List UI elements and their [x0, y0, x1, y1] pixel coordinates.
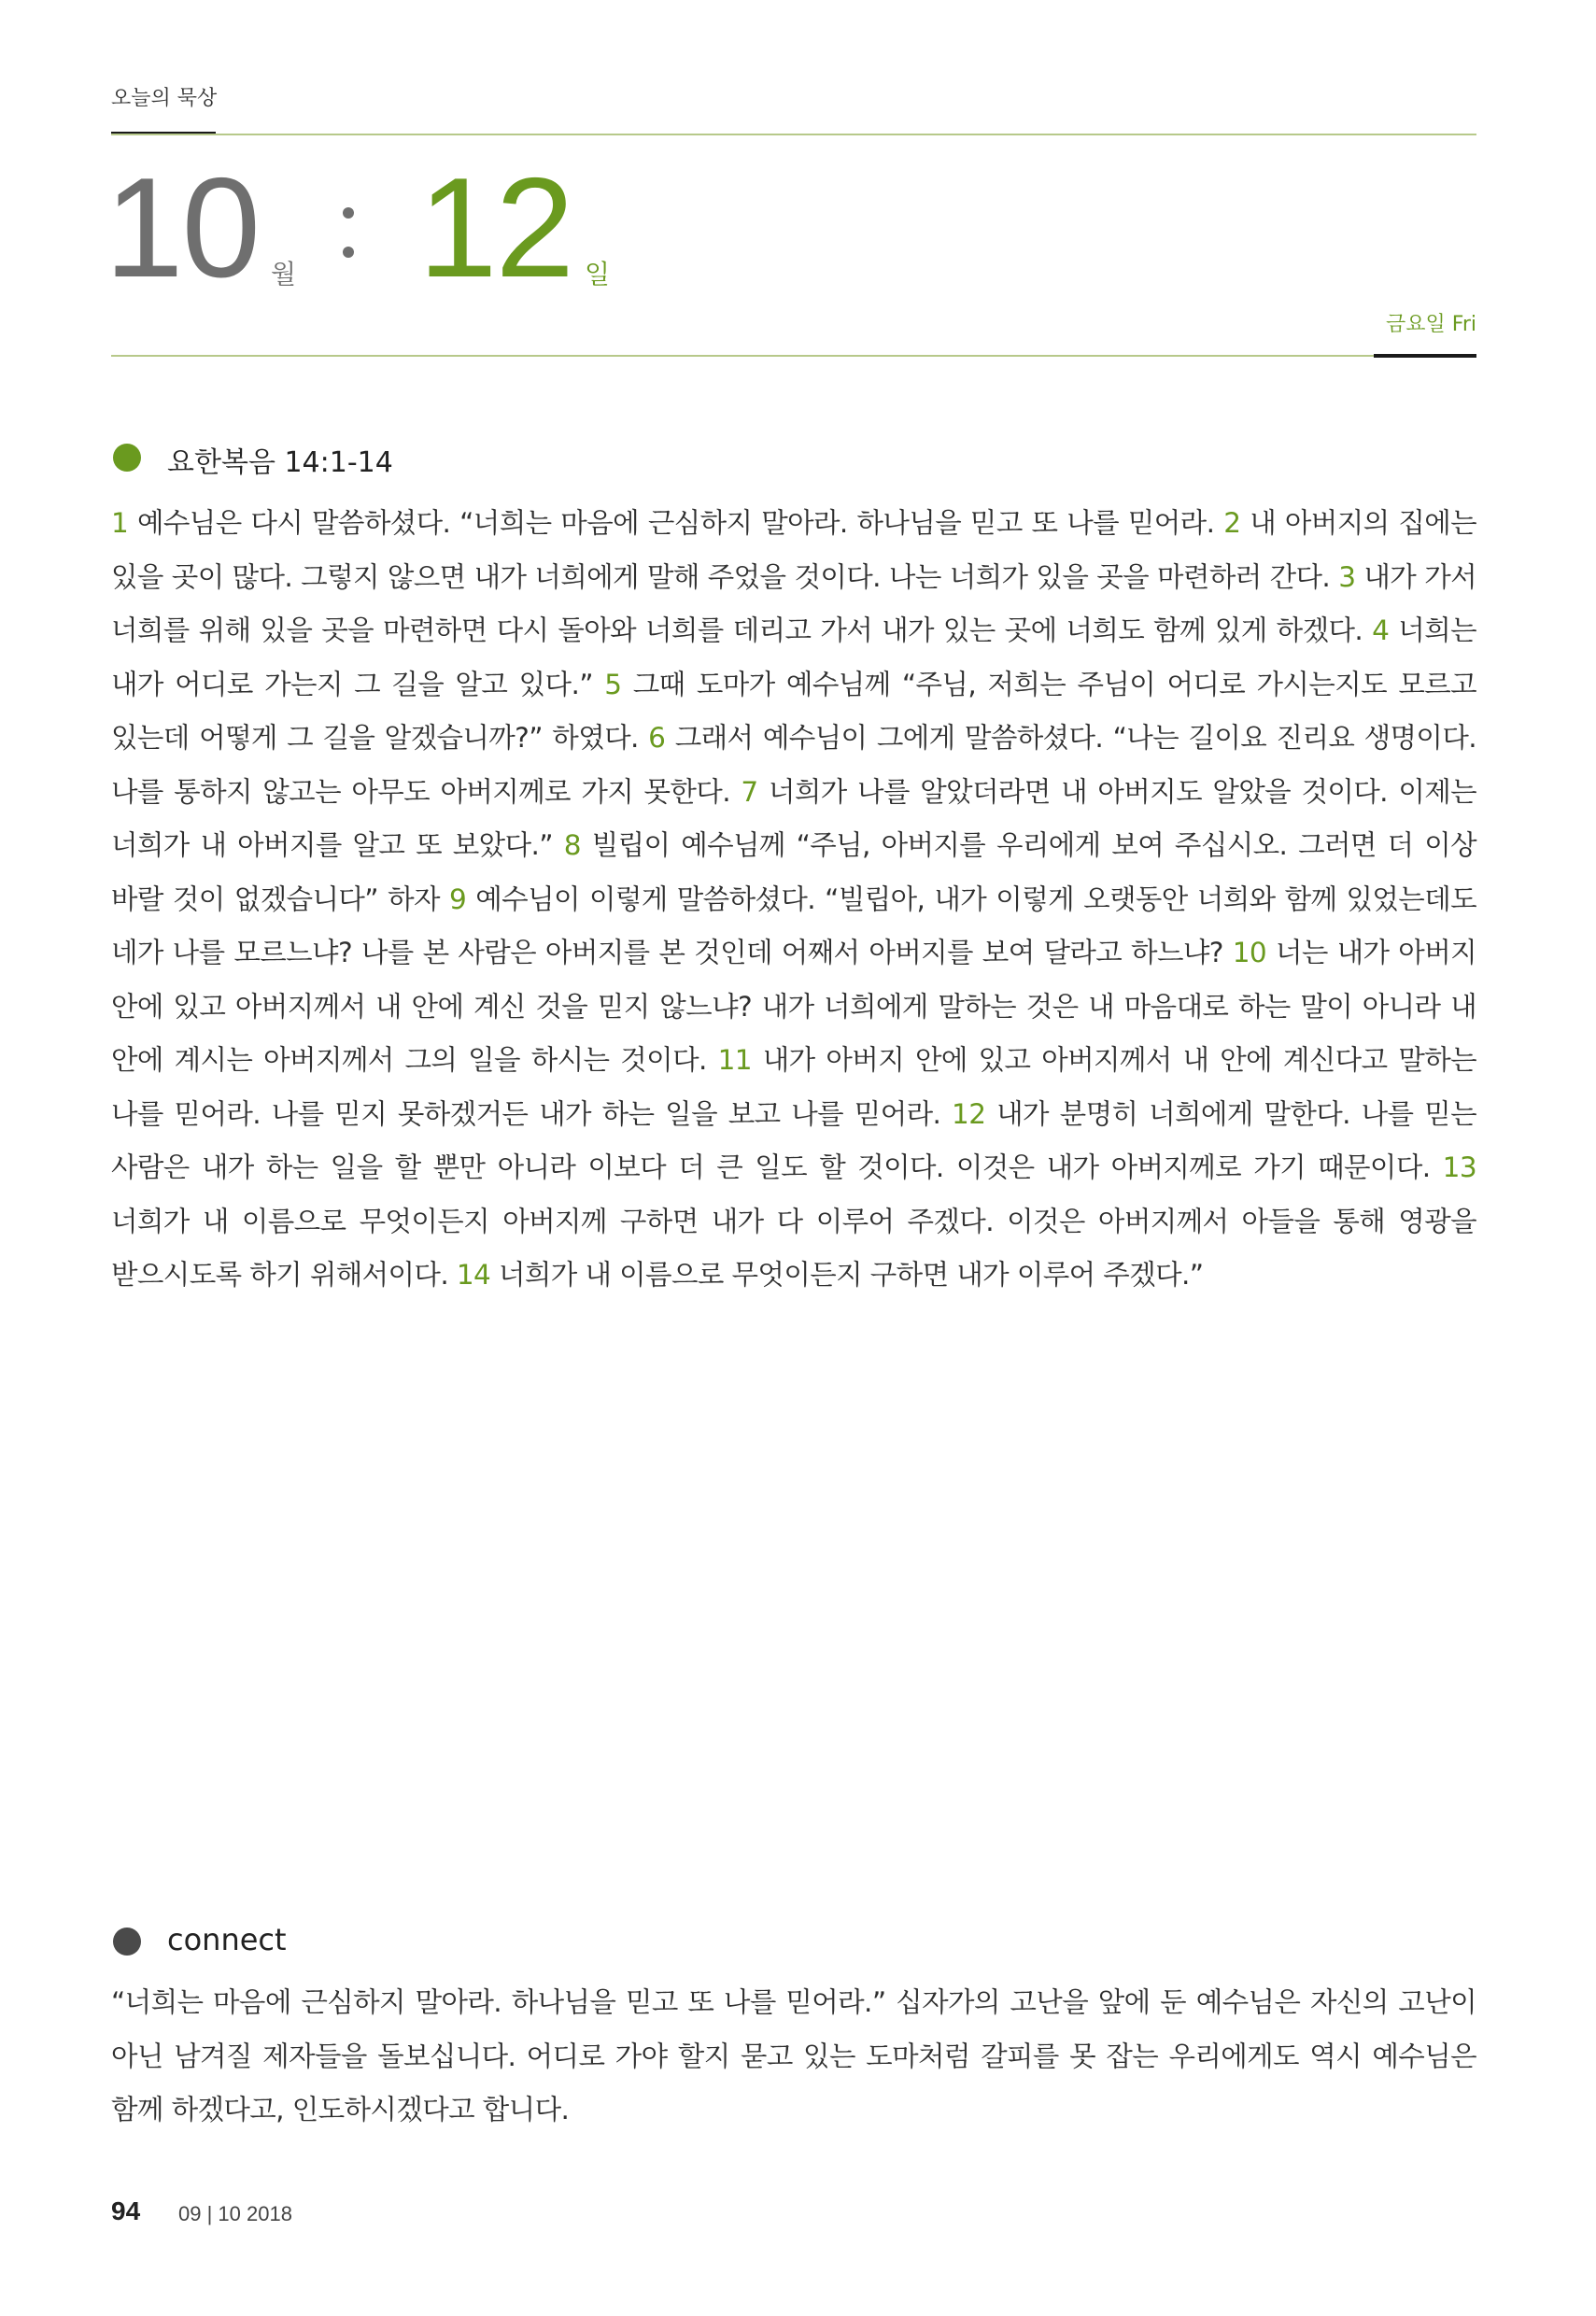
- verse-number: 2: [1223, 507, 1241, 539]
- month-number: 10: [105, 148, 260, 307]
- verse-text: 빌립이 예수님께 “주님, 아버지를 우리에게 보여 주십시오. 그러면 더 이상 바랄 것이 없겠습니다” 하자: [111, 829, 1477, 915]
- verse-number: 10: [1232, 937, 1267, 968]
- verse-text: 예수님은 다시 말씀하셨다. “너희는 마음에 근심하지 말아라. 하나님을 믿고 또 나를 믿어라.: [137, 507, 1215, 539]
- connect-body: “너희는 마음에 근심하지 말아라. 하나님을 믿고 또 나를 믿어라.” 십자가의 고난을 앞에 둔 예수님은 자신의 고난이 아닌 남겨질 제자들을 돌보십니다. 어디로 가야 할지 묻고 있는 도마처럼 갈피를 못 잡는 우리에게도 역시 예수님은 함께 하겠다고, 인도하시겠다고 합니다.: [111, 1986, 1476, 2125]
- day-number: 12: [418, 148, 573, 307]
- verse-number: 12: [952, 1097, 986, 1130]
- verse-text: 내가 가서 너희를 위해 있을 곳을 마련하면 다시 돌아와 너희를 데리고 가서 내가 있는 곳에 너희도 함께 있게 하겠다.: [111, 560, 1477, 646]
- colon-dot-bottom: [343, 247, 354, 258]
- verse-number: 6: [648, 722, 666, 754]
- verse-text: 예수님이 이렇게 말씀하셨다. “빌립아, 내가 이렇게 오랫동안 너희와 함께 있었는데도 네가 나를 모르느냐? 나를 본 사람은 아버지를 본 것인데 어째서 아버지를 보여 달라고 하느냐?: [111, 883, 1476, 968]
- scripture-reference: 요한복음 14:1-14: [167, 446, 393, 479]
- verse-text: 너희가 나를 알았더라면 내 아버지도 알았을 것이다. 이제는 너희가 내 아버지를 알고 또 보았다.”: [111, 775, 1477, 861]
- header-bottom-rule: [111, 355, 1476, 357]
- scripture-text: [111, 497, 1476, 1303]
- page-number: 94: [111, 2196, 141, 2225]
- verse-number: 11: [717, 1044, 752, 1076]
- verse-text: 너는 내가 아버지 안에 있고 아버지께서 내 안에 계신 것을 믿지 않느냐? 내가 너희에게 말하는 것은 내 마음대로 하는 말이 아니라 내 안에 계시는 아버지께서 그의 일을 하시는 것이다.: [111, 937, 1476, 1076]
- verse-number: 7: [741, 775, 758, 808]
- verse-number: 8: [563, 829, 581, 861]
- verse-number: 14: [456, 1259, 491, 1291]
- weekday-accent-bar: [1374, 354, 1476, 358]
- colon-dot-top: [343, 207, 354, 219]
- verse-number: 13: [1442, 1151, 1476, 1183]
- scripture-bullet-icon: [113, 444, 141, 472]
- verse-text: 그때 도마가 예수님께 “주님, 저희는 주님이 어디로 가시는지도 모르고 있는데 어떻게 그 길을 알겠습니까?” 하였다.: [111, 668, 1477, 754]
- month-unit: 월: [271, 259, 297, 290]
- verse-number: 4: [1372, 614, 1390, 646]
- weekday-label: 금요일 Fri: [1386, 313, 1476, 336]
- verse-number: 3: [1338, 560, 1356, 593]
- verse-text: 내가 분명히 너희에게 말한다. 나를 믿는 사람은 내가 하는 일을 할 뿐만 아니라 이보다 더 큰 일도 할 것이다. 이것은 내가 아버지께로 가기 때문이다.: [111, 1097, 1477, 1183]
- day-unit: 일: [585, 259, 611, 290]
- connect-bullet-icon: [113, 1928, 141, 1956]
- verse-text: 너희는 내가 어디로 가는지 그 길을 알고 있다.”: [111, 614, 1476, 700]
- header-top-rule: [111, 134, 1476, 135]
- verse-text: 내 아버지의 집에는 있을 곳이 많다. 그렇지 않으면 내가 너희에게 말해 주었을 것이다. 나는 너희가 있을 곳을 마련하러 간다.: [111, 507, 1477, 593]
- verse-text: 너희가 내 이름으로 무엇이든지 아버지께 구하면 내가 다 이루어 주겠다. 이것은 아버지께서 아들을 통해 영광을 받으시도록 하기 위해서이다.: [111, 1205, 1476, 1291]
- verse-number: 1: [111, 507, 129, 539]
- verse-number: 9: [449, 883, 467, 915]
- issue-label: 09 | 10 2018: [178, 2202, 292, 2225]
- connect-heading: connect: [167, 1922, 287, 1957]
- verse-text: 너희가 내 이름으로 무엇이든지 구하면 내가 이루어 주겠다.”: [499, 1259, 1204, 1291]
- verse-number: 5: [604, 668, 622, 700]
- section-label: 오늘의 묵상: [111, 87, 218, 110]
- verse-text: 그래서 예수님이 그에게 말씀하셨다. “나는 길이요 진리요 생명이다. 나를 통하지 않고는 아무도 아버지께로 가지 못한다.: [111, 722, 1476, 808]
- verse-text: 내가 아버지 안에 있고 아버지께서 내 안에 계신다고 말하는 나를 믿어라. 나를 믿지 못하겠거든 내가 하는 일을 보고 나를 믿어라.: [111, 1044, 1477, 1130]
